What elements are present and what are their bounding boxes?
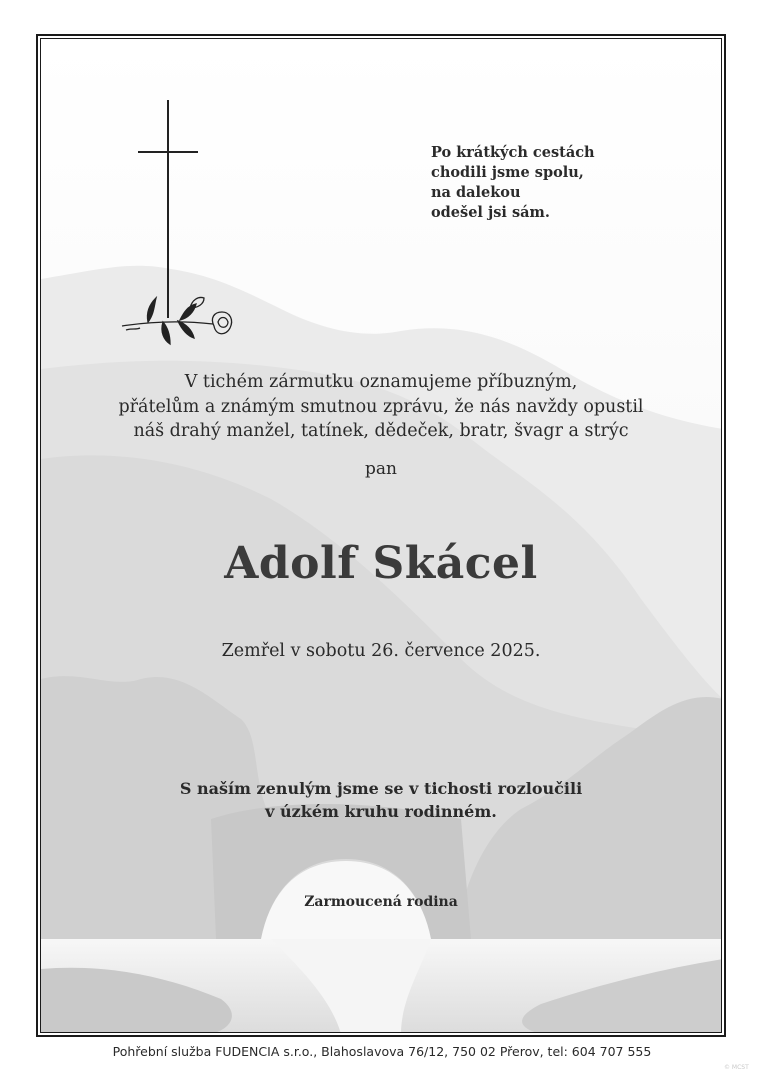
poem-line: Po krátkých cestách [431, 144, 595, 161]
cross-icon [118, 100, 240, 350]
farewell-line: v úzkém kruhu rodinném. [265, 802, 497, 821]
title-prefix: pan [365, 459, 397, 479]
rose-icon [122, 297, 232, 344]
signature: Zarmoucená rodina [304, 894, 458, 910]
death-notice: Zemřel v sobotu 26. července 2025. [221, 641, 541, 661]
announcement-line: V tichém zármutku oznamujeme příbuzným, [184, 372, 578, 392]
funeral-service-footer: Pohřební služba FUDENCIA s.r.o., Blahoslavova 76/12, 750 02 Přerov, tel: 604 707 555 [112, 1044, 652, 1059]
announcement [40, 370, 722, 444]
poem [431, 143, 595, 223]
announcement-line: náš drahý manžel, tatínek, dědeček, bratr, švagr a strýc [133, 421, 629, 441]
poem-line: chodili jsme spolu, [431, 164, 584, 181]
farewell-line: S naším zenulým jsme se v tichosti rozloučili [179, 779, 583, 798]
poem-line: na dalekou [431, 184, 521, 201]
deceased-name: Adolf Skácel [224, 538, 538, 589]
announcement-line: přátelům a známým smutnou zprávu, že nás navždy opustil [118, 396, 644, 417]
copyright-mark: © MCST [724, 1064, 749, 1071]
farewell-text [40, 777, 722, 823]
poem-line: odešel jsi sám. [431, 204, 550, 221]
